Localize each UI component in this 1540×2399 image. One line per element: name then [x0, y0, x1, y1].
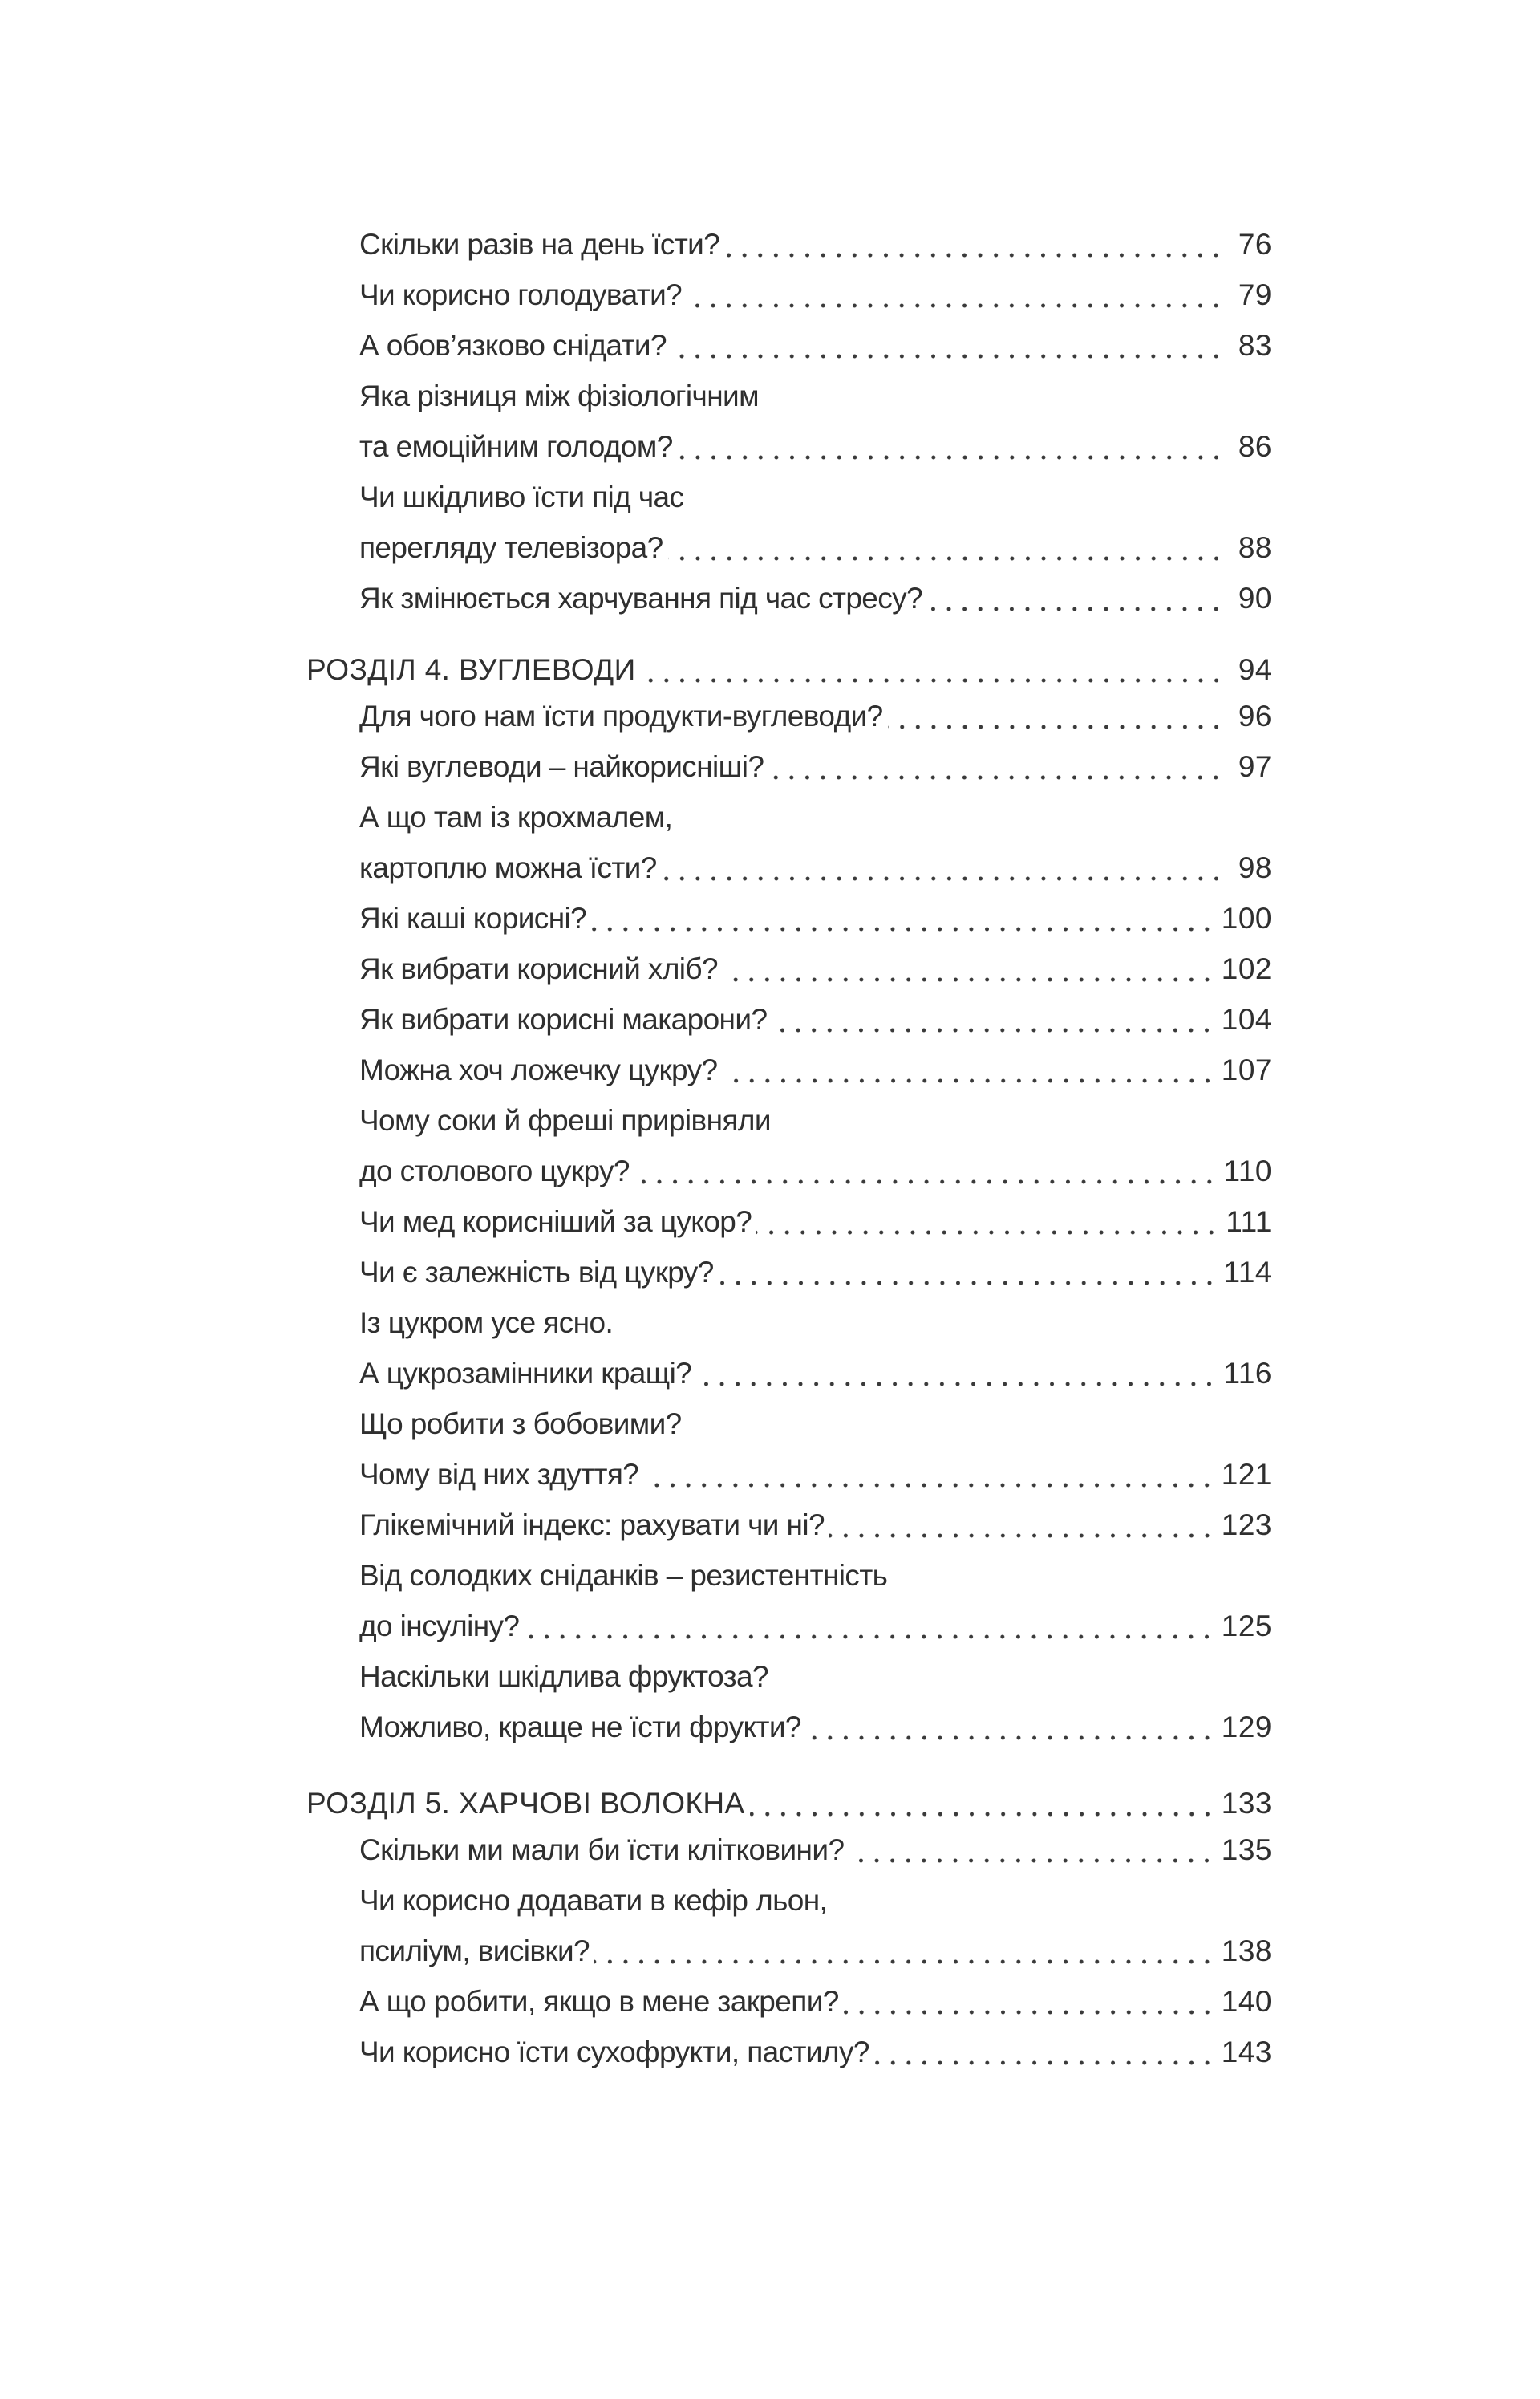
toc-chapter-4[interactable]: [306, 652, 1272, 688]
dot-leader: [591, 901, 1215, 936]
toc-entry-line-1[interactable]: [359, 1558, 1272, 1593]
toc-entry-title: Чи корисно додавати в кефір льон,: [359, 1884, 828, 1917]
toc-entry-title: Як вибрати корисні макарони?: [359, 1003, 768, 1036]
toc-entry-title: Чи є залежність від цукру?: [359, 1256, 714, 1289]
toc-entry-title: Чи мед корисніший за цукор?: [359, 1205, 752, 1238]
toc-page-number: 90: [1238, 582, 1272, 615]
toc-entry-line-1[interactable]: [359, 1305, 1272, 1341]
toc-entry-title: псиліум, висівки?: [359, 1934, 590, 1967]
toc-entry-line-1[interactable]: [359, 800, 1272, 835]
dot-leader: [844, 1984, 1215, 2019]
toc-entry[interactable]: [359, 1356, 1272, 1391]
dot-leader: [888, 699, 1224, 734]
toc-entry[interactable]: [359, 1154, 1272, 1189]
dot-leader: [687, 278, 1224, 313]
toc-entry[interactable]: [359, 1710, 1272, 1745]
dot-leader: [696, 1356, 1217, 1391]
toc-entry[interactable]: [359, 1984, 1272, 2019]
toc-page-number: 86: [1238, 430, 1272, 463]
toc-entry[interactable]: [359, 1002, 1272, 1037]
toc-page-number: 98: [1238, 851, 1272, 884]
dot-leader: [723, 952, 1215, 987]
dot-leader: [668, 530, 1224, 566]
toc-entry-title: А обов’язково снідати?: [359, 329, 667, 362]
dot-leader: [634, 1154, 1218, 1189]
toc-page-number: 125: [1221, 1609, 1272, 1642]
toc-entry-line-1[interactable]: [359, 1883, 1272, 1918]
toc-page-number: 111: [1226, 1205, 1272, 1238]
dot-leader: [671, 328, 1224, 363]
toc-page-number: 129: [1221, 1711, 1272, 1743]
toc-entry-title: Для чого нам їсти продукти-вуглеводи?: [359, 700, 883, 733]
toc-entry[interactable]: [359, 749, 1272, 785]
dot-leader: [594, 1934, 1215, 1969]
toc-entry[interactable]: [359, 581, 1272, 616]
toc-page-number: 83: [1238, 329, 1272, 362]
dot-leader: [772, 1002, 1214, 1037]
toc-entry-title: до столового цукру?: [359, 1155, 630, 1187]
toc-entry-title: Як вибрати корисний хліб?: [359, 952, 718, 985]
toc-page-number: 143: [1221, 2036, 1272, 2068]
dot-leader: [724, 227, 1224, 262]
toc-entry-title: Від солодких сніданків – резистентність: [359, 1559, 888, 1592]
toc-entry[interactable]: [359, 278, 1272, 313]
dot-leader: [768, 749, 1224, 785]
toc-entry[interactable]: [359, 1833, 1272, 1868]
toc-page-number: 94: [1238, 653, 1272, 686]
dot-leader: [927, 581, 1224, 616]
toc-page-number: 104: [1221, 1003, 1272, 1036]
toc-entry-title: А що там із крохмалем,: [359, 801, 673, 834]
toc-entry-title: Чи шкідливо їсти під час: [359, 481, 684, 513]
toc-entry[interactable]: [359, 530, 1272, 566]
toc-entry-title: А цукрозамінники кращі?: [359, 1357, 692, 1390]
toc-page-number: 133: [1221, 1787, 1272, 1820]
toc-entry-title: Чому соки й фреші прирівняли: [359, 1104, 771, 1137]
toc-page-number: 102: [1221, 952, 1272, 985]
toc-page-number: 138: [1221, 1934, 1272, 1967]
toc-entry-title: Скільки ми мали би їсти клітковини?: [359, 1833, 845, 1866]
dot-leader: [874, 2035, 1215, 2070]
chapter-title: РОЗДІЛ 4. ВУГЛЕВОДИ: [306, 653, 636, 686]
toc-entry-title: та емоційним голодом?: [359, 430, 673, 463]
toc-page-number: 79: [1238, 278, 1272, 311]
chapter-title: РОЗДІЛ 5. ХАРЧОВІ ВОЛОКНА: [306, 1787, 745, 1820]
toc-entry[interactable]: [359, 429, 1272, 465]
dot-leader: [849, 1833, 1214, 1868]
toc-entry-title: Чи корисно їсти сухофрукти, пастилу?: [359, 2036, 869, 2068]
toc-entry-title: перегляду телевізора?: [359, 531, 663, 564]
dot-leader: [719, 1255, 1218, 1290]
dot-leader: [806, 1710, 1215, 1745]
toc-entry[interactable]: [359, 1934, 1272, 1969]
dot-leader: [641, 652, 1224, 688]
toc-entry-title: до інсуліну?: [359, 1609, 520, 1642]
toc-entry[interactable]: [359, 2035, 1272, 2070]
toc-page-number: 96: [1238, 700, 1272, 733]
toc-entry-title: Із цукром усе ясно.: [359, 1306, 614, 1339]
dot-leader: [723, 1053, 1215, 1088]
dot-leader: [756, 1204, 1219, 1240]
dot-leader: [662, 850, 1224, 886]
toc-entry[interactable]: [359, 901, 1272, 936]
toc-entry-title: Які каші корисні?: [359, 902, 587, 935]
toc-entry[interactable]: [359, 1053, 1272, 1088]
toc-entry[interactable]: [359, 328, 1272, 363]
toc-entry-title: Чому від них здуття?: [359, 1458, 639, 1491]
toc-entry[interactable]: [359, 1609, 1272, 1644]
dot-leader: [643, 1457, 1215, 1492]
toc-page-number: 88: [1238, 531, 1272, 564]
toc-page-number: 123: [1221, 1508, 1272, 1541]
toc-entry-title: Можна хоч ложечку цукру?: [359, 1053, 718, 1086]
toc-page-number: 114: [1223, 1256, 1272, 1289]
toc-entry-title: Яка різниця між фізіологічним: [359, 380, 759, 412]
toc-entry-title: Які вуглеводи – найкорисніші?: [359, 750, 764, 783]
toc-entry-line-1[interactable]: [359, 1659, 1272, 1695]
toc-page-number: 76: [1238, 228, 1272, 261]
toc-entry-title: Чи корисно голодувати?: [359, 278, 683, 311]
toc-page-number: 110: [1223, 1155, 1272, 1187]
toc-entry-title: Можливо, краще не їсти фрукти?: [359, 1711, 801, 1743]
toc-entry[interactable]: [359, 699, 1272, 734]
toc-page-number: 97: [1238, 750, 1272, 783]
toc-entry-title: Скільки разів на день їсти?: [359, 228, 720, 261]
toc-entry-title: Що робити з бобовими?: [359, 1407, 682, 1440]
toc-entry-line-1[interactable]: [359, 1103, 1272, 1139]
toc-entry[interactable]: [359, 952, 1272, 987]
toc-entry[interactable]: [359, 1508, 1272, 1543]
toc-entry-title: Глікемічний індекс: рахувати чи ні?: [359, 1508, 825, 1541]
toc-page-number: 100: [1221, 902, 1272, 935]
toc-entry[interactable]: [359, 227, 1272, 262]
toc-entry[interactable]: [359, 1204, 1272, 1240]
dot-leader: [829, 1508, 1215, 1543]
toc-entry-line-1[interactable]: [359, 1407, 1272, 1442]
toc-entry[interactable]: [359, 850, 1272, 886]
toc-entry-line-1[interactable]: [359, 379, 1272, 414]
toc-entry-line-1[interactable]: [359, 480, 1272, 515]
toc-entry-title: Наскільки шкідлива фруктоза?: [359, 1660, 768, 1693]
toc-page-number: 116: [1223, 1357, 1272, 1390]
toc-entry[interactable]: [359, 1457, 1272, 1492]
toc-page-number: 107: [1221, 1053, 1272, 1086]
toc-page-number: 135: [1221, 1833, 1272, 1866]
dot-leader: [524, 1609, 1214, 1644]
dot-leader: [678, 429, 1224, 465]
toc-page-number: 140: [1221, 1985, 1272, 2018]
toc-page-number: 121: [1221, 1458, 1272, 1491]
toc-chapter-5[interactable]: [306, 1786, 1272, 1821]
dot-leader: [750, 1786, 1215, 1821]
toc-entry-title: Як змінюється харчування під час стресу?: [359, 582, 923, 615]
toc-entry[interactable]: [359, 1255, 1272, 1290]
toc-entry-title: картоплю можна їсти?: [359, 851, 657, 884]
toc-entry-title: А що робити, якщо в мене закрепи?: [359, 1985, 839, 2018]
